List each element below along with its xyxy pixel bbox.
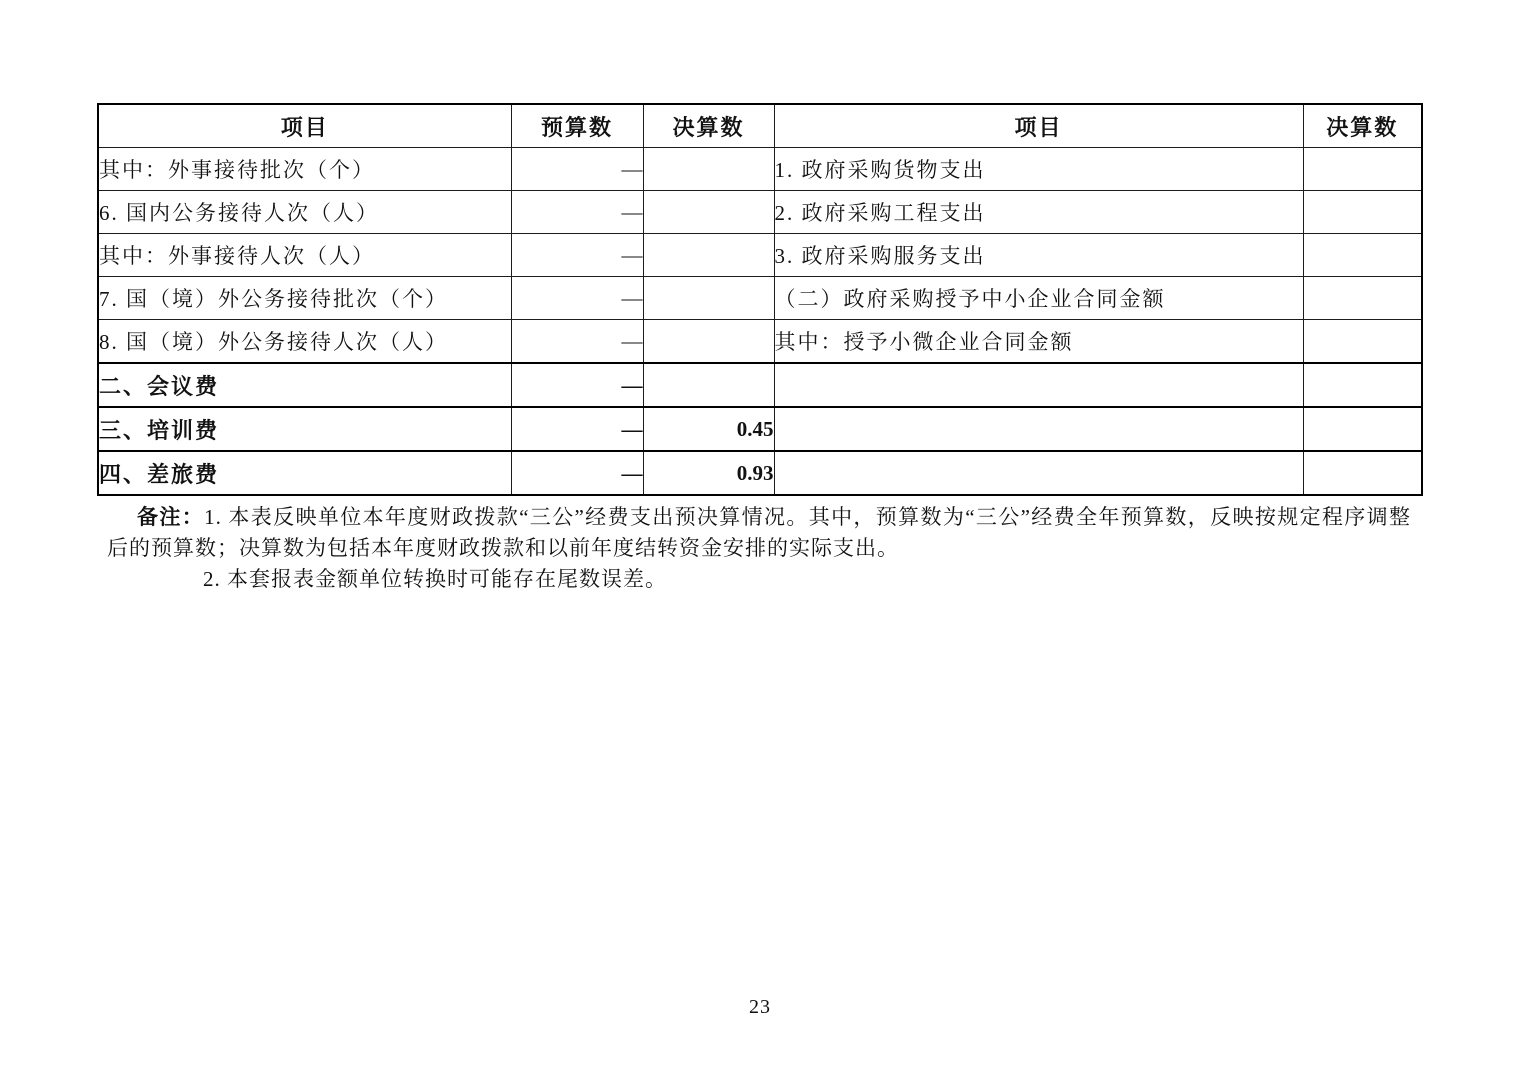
table-row [98,320,1422,364]
cell-final-right [1303,191,1422,234]
cell-final-left [643,191,774,234]
cell-budget: — [511,407,643,451]
table-row [98,407,1422,451]
cell-final-right [1303,277,1422,320]
cell-item-left: 6. 国内公务接待人次（人） [98,191,511,234]
cell-item-right: （二）政府采购授予中小企业合同金额 [774,277,1303,320]
table-row [98,234,1422,277]
header-item-left: 项目 [98,104,511,148]
page-number: 23 [749,996,771,1018]
table-row [98,451,1422,495]
cell-final-left [643,277,774,320]
cell-item-right [774,451,1303,495]
cell-item-right: 1. 政府采购货物支出 [774,148,1303,191]
note-1-text: 1. 本表反映单位本年度财政拨款“三公”经费支出预决算情况。其中，预算数为“三公”经费全年预算数，反映按规定程序调整后的预算数；决算数为包括本年度财政拨款和以前年度结转资金安排的实际支出。 [107,505,1412,560]
table-row [98,363,1422,407]
cell-final-left [643,320,774,364]
cell-item-right [774,363,1303,407]
cell-final-left [643,363,774,407]
cell-final-right [1303,363,1422,407]
cell-budget: — [511,320,643,364]
table-header-row [98,104,1422,148]
cell-final-right [1303,407,1422,451]
cell-item-left: 8. 国（境）外公务接待人次（人） [98,320,511,364]
cell-final-left [643,148,774,191]
cell-final-left [643,234,774,277]
cell-budget: — [511,363,643,407]
cell-item-left: 四、差旅费 [98,451,511,495]
cell-budget: — [511,191,643,234]
table-row [98,191,1422,234]
table-row [98,148,1422,191]
cell-item-left: 二、会议费 [98,363,511,407]
cell-final-right [1303,148,1422,191]
cell-item-right: 2. 政府采购工程支出 [774,191,1303,234]
cell-final-left: 0.45 [643,407,774,451]
header-final-left: 决算数 [643,104,774,148]
cell-item-left: 7. 国（境）外公务接待批次（个） [98,277,511,320]
cell-budget: — [511,451,643,495]
cell-final-left: 0.93 [643,451,774,495]
cell-item-right [774,407,1303,451]
three-public-expense-table [97,103,1423,496]
cell-item-right: 其中：授予小微企业合同金额 [774,320,1303,364]
cell-budget: — [511,234,643,277]
cell-item-right: 3. 政府采购服务支出 [774,234,1303,277]
notes-section [107,502,1411,595]
cell-item-left: 三、培训费 [98,407,511,451]
cell-budget: — [511,148,643,191]
cell-final-right [1303,451,1422,495]
cell-item-left: 其中：外事接待人次（人） [98,234,511,277]
cell-final-right [1303,234,1422,277]
cell-final-right [1303,320,1422,364]
cell-budget: — [511,277,643,320]
table-row [98,277,1422,320]
note-item-1 [107,502,1411,564]
cell-item-left: 其中：外事接待批次（个） [98,148,511,191]
header-final-right: 决算数 [1303,104,1422,148]
header-budget: 预算数 [511,104,643,148]
header-item-right: 项目 [774,104,1303,148]
note-item-2: 2. 本套报表金额单位转换时可能存在尾数误差。 [203,567,667,591]
note-label: 备注： [137,505,205,529]
